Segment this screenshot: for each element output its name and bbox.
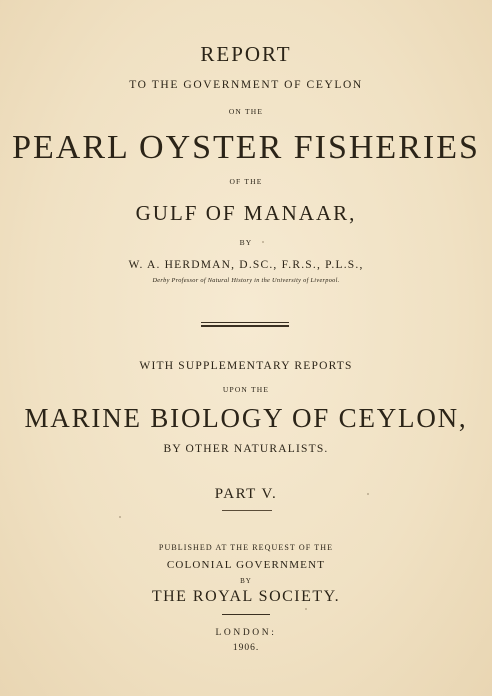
other-naturalists-line: BY OTHER NATURALISTS. bbox=[163, 443, 329, 455]
paper-speck bbox=[262, 241, 264, 243]
royal-society-line: THE ROYAL SOCIETY. bbox=[151, 588, 341, 605]
year-line: 1906. bbox=[232, 643, 260, 653]
paper-speck bbox=[367, 493, 369, 495]
divider-rule-bottom bbox=[201, 325, 289, 327]
part-underline bbox=[222, 510, 272, 511]
to-government-line: TO THE GOVERNMENT OF CEYLON bbox=[129, 79, 363, 91]
on-the-line: ON THE bbox=[228, 107, 264, 116]
by-line-2: BY bbox=[240, 577, 252, 585]
paper-speck bbox=[119, 516, 121, 518]
part-label: PART V. bbox=[214, 486, 278, 502]
report-heading: REPORT bbox=[200, 42, 292, 66]
small-divider-rule bbox=[222, 614, 270, 615]
upon-the-line: UPON THE bbox=[222, 385, 270, 394]
supplementary-line: WITH SUPPLEMENTARY REPORTS bbox=[139, 360, 353, 372]
london-line: LONDON: bbox=[215, 628, 277, 638]
gulf-title: GULF OF MANAAR, bbox=[135, 201, 357, 225]
colonial-government-line: COLONIAL GOVERNMENT bbox=[166, 559, 326, 571]
by-line: BY bbox=[239, 238, 253, 247]
main-title: PEARL OYSTER FISHERIES bbox=[12, 129, 480, 166]
of-the-line: OF THE bbox=[229, 177, 263, 186]
marine-biology-title: MARINE BIOLOGY OF CEYLON, bbox=[24, 403, 468, 433]
author-name: W. A. HERDMAN, D.SC., F.R.S., P.L.S., bbox=[128, 259, 364, 271]
paper-speck bbox=[305, 608, 307, 610]
author-position: Derby Professor of Natural History in the University of Liverpool. bbox=[152, 277, 340, 284]
divider-rule-top bbox=[201, 322, 289, 323]
published-line: PUBLISHED AT THE REQUEST OF THE bbox=[158, 543, 334, 552]
